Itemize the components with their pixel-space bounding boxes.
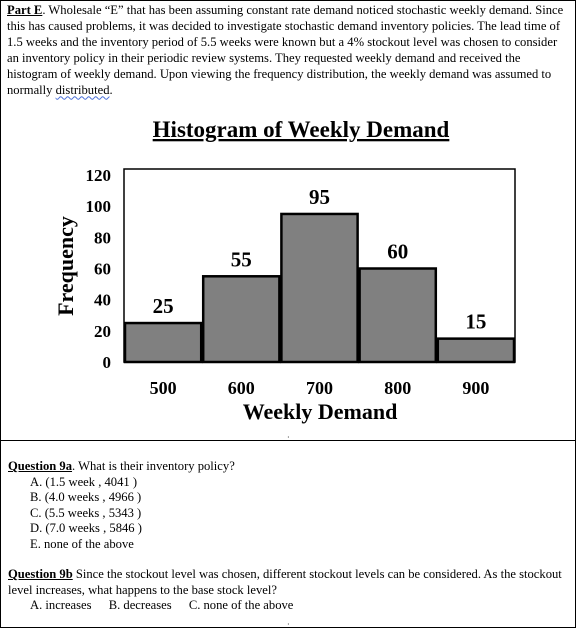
part-label: Part E (7, 3, 43, 17)
y-tick-label: 120 (85, 166, 111, 185)
question-9a (8, 459, 235, 552)
bar-data-label: 60 (387, 239, 409, 264)
option-9a-d[interactable]: D. (7.0 weeks , 5846 ) (30, 521, 142, 535)
intro-end-punct: . (109, 83, 113, 98)
x-tick-label: 800 (384, 378, 412, 398)
chart-title: Histogram of Weekly Demand (152, 117, 450, 142)
option-9b-b[interactable]: B. decreases (108, 598, 172, 612)
spellcheck-word: distributed (55, 83, 110, 98)
histogram-bar (281, 214, 357, 362)
option-9b-a[interactable]: A. increases (30, 598, 92, 612)
histogram-bar (360, 269, 436, 363)
question-9a-label: Question 9a (8, 459, 73, 473)
x-tick-label: 900 (462, 378, 490, 398)
bar-data-label: 15 (465, 309, 487, 334)
problem-intro (7, 2, 569, 99)
y-axis-ticks (86, 166, 112, 372)
bar-data-label: 55 (230, 247, 252, 272)
intro-text: . Wholesale “E” that has been assuming constant rate demand noticed stochastic weekly demand. Since this has caused problems, it was decided to investigate stochastic demand inventory policies. The lead time of 1.5 weeks and the inventory period of 5.5 weeks were known but a 4% stockout level was chosen to consider an inventory policy in their periodic review systems. They requested weekly demand and received the histogram of weekly demand. Upon viewing the frequency distribution, the weekly demand was assumed to normally (7, 3, 564, 98)
y-tick-label: 80 (94, 228, 111, 248)
histogram-bar (203, 276, 279, 362)
option-9a-c[interactable]: C. (5.5 weeks , 5343 ) (30, 505, 142, 520)
option-9b-c[interactable]: C. none of the above (188, 598, 294, 612)
y-tick-label: 20 (94, 321, 111, 341)
paragraph-mark: · (287, 433, 290, 442)
option-9a-b[interactable]: B. (4.0 weeks , 4966 ) (30, 490, 142, 504)
y-tick-label: 40 (94, 290, 111, 310)
question-9b (8, 567, 564, 614)
x-axis-ticks (150, 378, 490, 398)
x-axis-label: Weekly Demand (242, 399, 398, 424)
question-9b-text: Since the stockout level was chosen, different stockout levels can be considered. As the stockout level increases, what happens to the base stock level? (8, 567, 562, 597)
x-tick-label: 700 (306, 378, 333, 398)
option-9a-a[interactable]: A. (1.5 week , 4041 ) (30, 474, 138, 489)
question-9a-options (8, 475, 235, 553)
question-9a-text: . What is their inventory policy? (72, 459, 235, 473)
y-axis-label: Frequency (53, 216, 78, 316)
x-tick-label: 500 (149, 378, 177, 398)
histogram-bar (438, 339, 514, 362)
paragraph-mark-bottom: · (287, 620, 290, 629)
question-9b-label: Question 9b (8, 567, 73, 581)
option-9a-e[interactable]: E. none of the above (30, 536, 134, 551)
y-tick-label: 0 (102, 353, 111, 372)
y-tick-label: 60 (94, 259, 111, 279)
x-tick-label: 600 (227, 378, 255, 398)
bar-data-label: 25 (152, 294, 174, 319)
question-9b-options (8, 598, 564, 614)
bar-data-label: 95 (309, 184, 330, 209)
y-tick-label: 100 (85, 197, 111, 217)
histogram-chart (0, 108, 578, 426)
histogram-bar (125, 323, 201, 362)
